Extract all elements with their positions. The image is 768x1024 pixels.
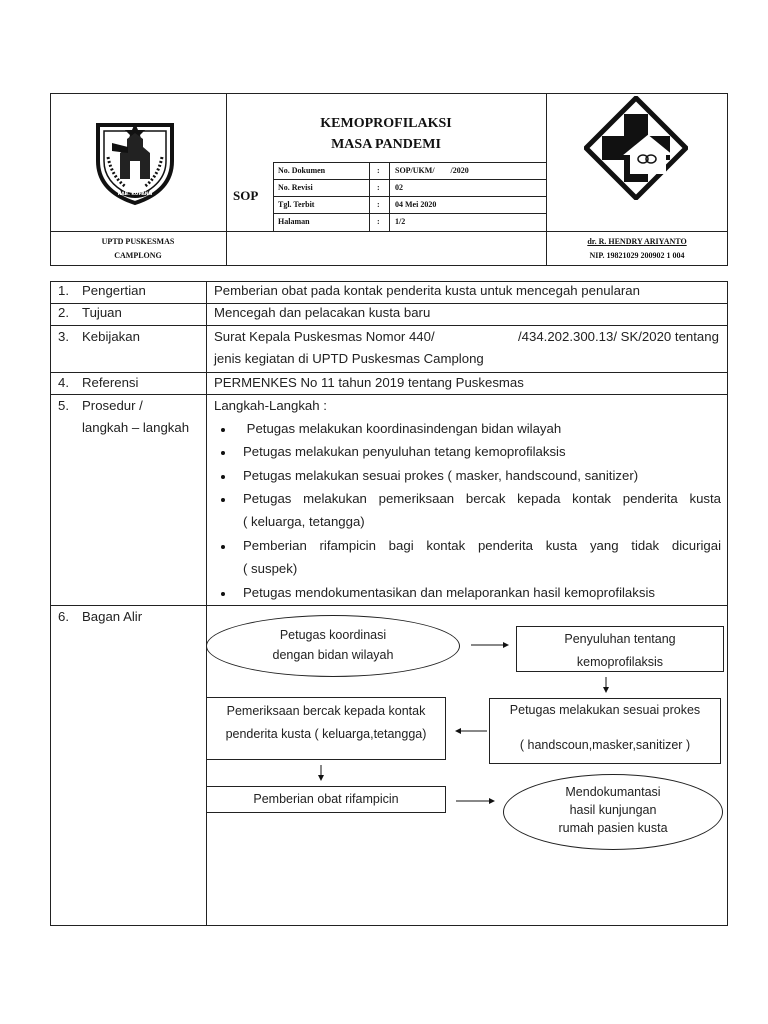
procedure-intro: Langkah-Langkah : <box>214 398 327 413</box>
meta-label: No. Revisi <box>278 183 313 192</box>
meta-value: 02 <box>395 183 403 192</box>
meta-separator: : <box>377 183 380 192</box>
meta-separator: : <box>377 200 380 209</box>
row-label-tujuan: Tujuan <box>82 305 122 320</box>
signer-name: dr. R. HENDRY ARIYANTO <box>587 237 687 246</box>
flow-node-text: rumah pasien kusta <box>558 821 668 835</box>
doc-title-line2: MASA PANDEMI <box>331 137 441 152</box>
row-text-kebijakan: jenis kegiatan di UPTD Puskesmas Camplong <box>214 351 484 366</box>
row-text-kebijakan: /434.202.300.13/ SK/2020 tentang <box>518 329 719 344</box>
row-number: 5. <box>58 398 69 413</box>
meta-value: 04 Mei 2020 <box>395 200 437 209</box>
flow-node-text: Penyuluhan tentang <box>564 632 676 646</box>
flow-node-text: hasil kunjungan <box>569 803 657 817</box>
row-text-pengertian: Pemberian obat pada kontak penderita kusta untuk mencegah penularan <box>214 283 640 298</box>
flow-node-text: Petugas koordinasi <box>279 628 387 642</box>
meta-separator: : <box>377 217 380 226</box>
procedure-step: Petugas melakukan sesuai prokes ( masker, handscound, sanitizer) <box>243 468 639 483</box>
procedure-step: ( suspek) <box>243 561 298 576</box>
flow-node-text: penderita kusta ( keluarga,tetangga) <box>225 727 427 741</box>
row-number: 6. <box>58 609 69 624</box>
org-name-line1: UPTD PUSKESMAS <box>101 237 175 246</box>
procedure-step: Pemberian rifampicin bagi kontak penderita kusta yang tidak dicurigai <box>243 538 721 553</box>
meta-label: No. Dokumen <box>278 166 326 175</box>
row-label-referensi: Referensi <box>82 375 139 390</box>
meta-value: 1/2 <box>395 217 406 226</box>
signer-nip: NIP. 19821029 200902 1 004 <box>589 251 685 260</box>
meta-label: Halaman <box>278 217 310 226</box>
org-name-line2: CAMPLONG <box>114 251 162 260</box>
procedure-step: Petugas mendokumentasikan dan melaporankan hasil kemoprofilaksis <box>243 585 655 600</box>
flow-node-text: kemoprofilaksis <box>576 655 664 669</box>
row-label-kebijakan: Kebijakan <box>82 329 140 344</box>
procedure-step: Petugas melakukan koordinasindengan bidan wilayah <box>243 421 562 436</box>
flow-node-text: Mendokumantasi <box>565 785 661 799</box>
meta-value: SOP/UKM/ /2020 <box>395 166 469 175</box>
flow-node-text: Pemeriksaan bercak kepada kontak <box>226 704 426 718</box>
row-label-prosedur: Prosedur / <box>82 398 143 413</box>
row-label-prosedur: langkah – langkah <box>82 420 190 435</box>
meta-label: Tgl. Terbit <box>278 200 315 209</box>
row-text-kebijakan: Surat Kepala Puskesmas Nomor 440/ <box>214 329 435 344</box>
row-label-pengertian: Pengertian <box>82 283 146 298</box>
row-text-referensi: PERMENKES No 11 tahun 2019 tentang Puskesmas <box>214 375 524 390</box>
procedure-step: Petugas melakukan penyuluhan tetang kemoprofilaksis <box>243 444 566 459</box>
doc-title-line1: KEMOPROFILAKSI <box>320 116 452 131</box>
row-label-bagan-alir: Bagan Alir <box>82 609 143 624</box>
procedure-step: ( keluarga, tetangga) <box>243 514 365 529</box>
flow-node-text: ( handscoun,masker,sanitizer ) <box>519 738 691 752</box>
flow-node-text: dengan bidan wilayah <box>272 648 394 662</box>
row-number: 4. <box>58 375 69 390</box>
row-text-tujuan: Mencegah dan pelacakan kusta baru <box>214 305 431 320</box>
flow-node-text: Pemberian obat rifampicin <box>253 792 399 806</box>
emblem-banner-text: KAB. KUPANG <box>117 192 153 197</box>
row-number: 1. <box>58 283 69 298</box>
row-number: 2. <box>58 305 69 320</box>
procedure-step: Petugas melakukan pemeriksaan bercak kepada kontak penderita kusta <box>243 491 721 506</box>
row-number: 3. <box>58 329 69 344</box>
sop-label: SOP <box>233 188 259 203</box>
meta-separator: : <box>377 166 380 175</box>
flow-node-text: Petugas melakukan sesuai prokes <box>509 703 701 717</box>
